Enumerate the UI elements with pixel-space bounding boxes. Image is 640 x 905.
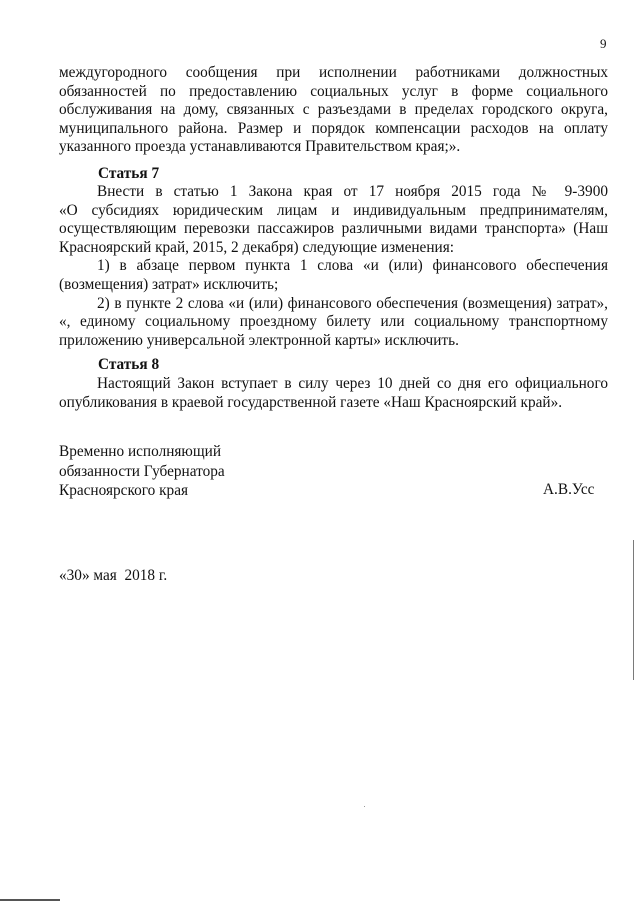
text-line: Настоящий Закон вступает в силу через 10 дней со дня его официального [97, 375, 608, 392]
scan-bottom-mark [0, 899, 60, 901]
text-line: междугородного сообщения при исполнении работниками должностных [59, 64, 608, 81]
text-line: опубликования в краевой государственной газете «Наш Красноярский край». [59, 393, 563, 411]
article-8-body [59, 375, 608, 412]
text-line: «, единому социальному проездному билету или социальному транспортному [59, 313, 608, 331]
text-line: указанного проезда устанавливаются Правительством края;». [59, 138, 461, 156]
signature-title-line: обязанности Губернатора [59, 462, 225, 480]
signature-title-line: Временно исполняющий [59, 443, 221, 460]
text-line: 1) в абзаце первом пункта 1 слова «и (или) финансового обеспечения [97, 257, 608, 275]
text-line: Внести в статью 1 Закона края от 17 ноября 2015 года № 9-3900 [97, 183, 608, 200]
text-line: осуществляющим перевозки пассажиров различными видами транспорта» (Наш [59, 220, 608, 238]
signature-title [59, 442, 225, 501]
scan-speck [364, 806, 365, 807]
text-line: приложению универсальной электронной карты» исключить. [59, 331, 459, 349]
text-line: «О субсидиях юридическим лицам и индивидуальным предпринимателям, [59, 201, 608, 219]
text-line: обязанностей по предоставлению социальных услуг в форме социального [59, 82, 608, 100]
intro-paragraph [59, 64, 608, 157]
text-line: (возмещения) затрат» исключить; [59, 275, 279, 293]
text-line: муниципального района. Размер и порядок компенсации расходов на оплату [59, 119, 608, 137]
text-line: обслуживания на дому, связанных с разъездами в пределах городского округа, [59, 101, 608, 119]
article-7-body [59, 183, 608, 350]
signature-title-line: Красноярского края [59, 482, 189, 499]
text-line: 2) в пункте 2 слова «и (или) финансового обеспечения (возмещения) затрат», [97, 294, 608, 312]
article-7-heading: Статья 7 [98, 165, 160, 182]
page-number: 9 [600, 36, 607, 51]
document-date: «30» мая 2018 г. [59, 567, 168, 584]
article-8-heading: Статья 8 [98, 356, 160, 373]
text-line: Красноярский край, 2015, 2 декабря) следующие изменения: [59, 238, 455, 256]
scan-edge-line [633, 540, 634, 680]
signatory-name: А.В.Усс [543, 481, 595, 498]
